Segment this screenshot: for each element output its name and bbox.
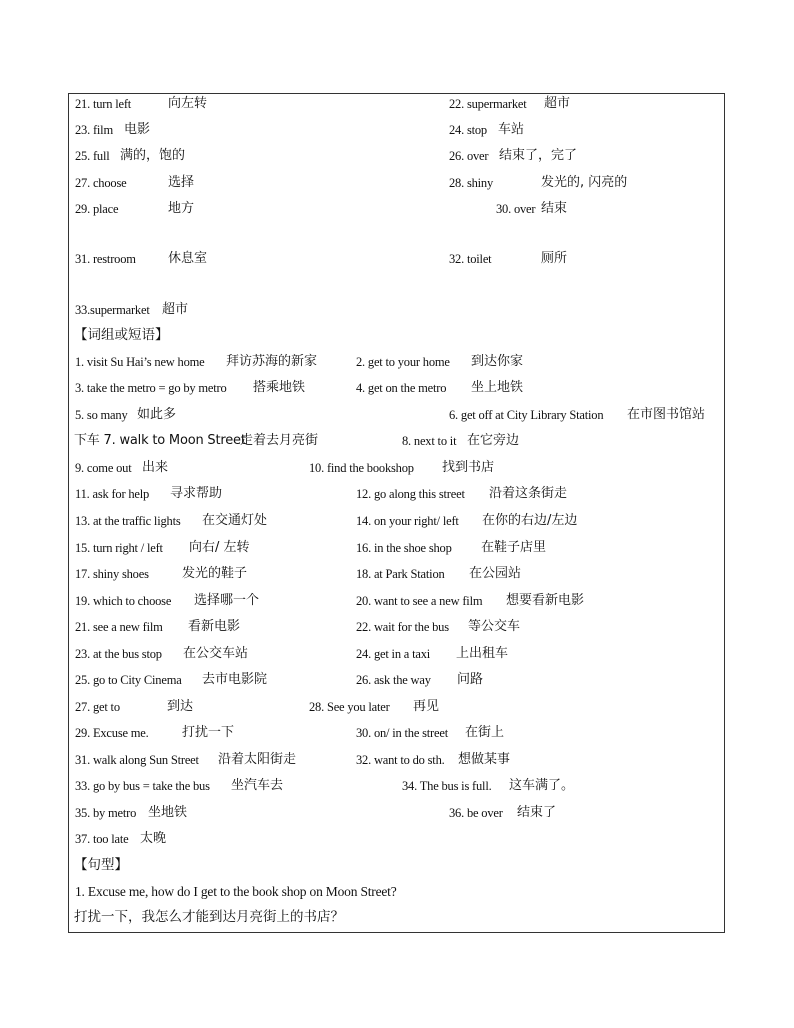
word-29-en: 29. place	[75, 202, 119, 216]
phrase-19-zh: 选择哪一个	[194, 593, 260, 608]
phrase-15-en: 15. turn right / left	[75, 541, 163, 555]
phrase-34-zh: 这车满了。	[509, 778, 575, 793]
phrase-24-zh: 上出租车	[456, 646, 509, 661]
phrase-37-zh: 太晚	[140, 831, 167, 846]
phrase-8-zh: 在它旁边	[467, 433, 520, 448]
phrase-4-zh: 坐上地铁	[471, 380, 524, 395]
word-26-en: 26. over	[449, 149, 489, 163]
phrase-22-zh: 等公交车	[468, 619, 521, 634]
word-24-zh: 车站	[498, 122, 525, 137]
phrase-10-zh: 找到书店	[442, 460, 495, 475]
phrase-9-zh: 出来	[142, 460, 169, 475]
phrase-34-en: 34. The bus is full.	[402, 779, 492, 793]
phrase-15-zh: 向右/ 左转	[189, 540, 250, 555]
word-33-zh: 超市	[162, 302, 189, 317]
phrase-26-zh: 问路	[457, 672, 484, 687]
phrase-18-en: 18. at Park Station	[356, 567, 445, 581]
phrase-24-en: 24. get in a taxi	[356, 647, 431, 661]
phrase-36-en: 36. be over	[449, 806, 503, 820]
phrase-27-en: 27. get to	[75, 700, 120, 714]
phrase-35-en: 35. by metro	[75, 806, 137, 820]
phrase-30-en: 30. on/ in the street	[356, 726, 448, 740]
phrase-9-en: 9. come out	[75, 461, 132, 475]
phrase-33-en: 33. go by bus = take the bus	[75, 779, 210, 793]
phrase-28-en: 28. See you later	[309, 700, 390, 714]
phrase-13-en: 13. at the traffic lights	[75, 514, 181, 528]
word-21-zh: 向左转	[168, 96, 208, 111]
phrase-12-zh: 沿着这条街走	[489, 486, 568, 501]
word-25-en: 25. full	[75, 149, 110, 163]
word-27-zh: 选择	[168, 175, 195, 190]
phrase-13-zh: 在交通灯处	[202, 513, 268, 528]
phrase-23-en: 23. at the bus stop	[75, 647, 162, 661]
phrase-35-zh: 坐地铁	[148, 805, 188, 820]
phrase-17-en: 17. shiny shoes	[75, 567, 149, 581]
word-31-zh: 休息室	[168, 251, 208, 266]
phrase-4-en: 4. get on the metro	[356, 381, 447, 395]
phrase-21-zh: 看新电影	[188, 619, 241, 634]
phrase-20-en: 20. want to see a new film	[356, 594, 483, 608]
word-30-zh: 结束	[541, 201, 568, 216]
word-32-zh: 厕所	[541, 251, 568, 266]
phrase-14-en: 14. on your right/ left	[356, 514, 459, 528]
phrase-3-en: 3. take the metro = go by metro	[75, 381, 227, 395]
word-25-zh: 满的，饱的	[120, 148, 186, 163]
phrase-26-en: 26. ask the way	[356, 673, 431, 687]
phrase-28-zh: 再见	[413, 699, 440, 714]
word-21-en: 21. turn left	[75, 97, 132, 111]
phrase-17-zh: 发光的鞋子	[182, 566, 248, 581]
phrase-5-zh: 如此多	[137, 407, 177, 422]
phrase-22-en: 22. wait for the bus	[356, 620, 449, 634]
word-22-zh: 超市	[544, 96, 571, 111]
word-24-en: 24. stop	[449, 123, 487, 137]
word-29-zh: 地方	[168, 201, 195, 216]
phrase-32-en: 32. want to do sth.	[356, 753, 445, 767]
word-33-en: 33.supermarket	[75, 303, 150, 317]
phrase-12-en: 12. go along this street	[356, 487, 465, 501]
sentence-1-en: 1. Excuse me, how do I get to the book shop on Moon Street?	[75, 884, 397, 899]
word-23-en: 23. film	[75, 123, 113, 137]
phrase-27-zh: 到达	[167, 699, 194, 714]
word-30-en: 30. over	[496, 202, 536, 216]
phrase-29-zh: 打扰一下	[182, 725, 235, 740]
phrase-6-zh: 在市图书馆站	[627, 407, 706, 422]
phrase-2-zh: 到达你家	[471, 354, 524, 369]
phrase-16-zh: 在鞋子店里	[481, 540, 547, 555]
word-28-zh: 发光的, 闪亮的	[541, 175, 628, 190]
phrase-23-zh: 在公交车站	[183, 646, 249, 661]
word-26-zh: 结束了，完了	[499, 148, 578, 163]
phrase-1-en: 1. visit Su Hai’s new home	[75, 355, 205, 369]
phrase-20-zh: 想要看新电影	[506, 593, 585, 608]
phrase-30-zh: 在街上	[465, 725, 505, 740]
phrase-3-zh: 搭乘地铁	[253, 380, 306, 395]
word-28-en: 28. shiny	[449, 176, 494, 190]
phrase-14-zh: 在你的右边/左边	[482, 513, 578, 528]
phrase-16-en: 16. in the shoe shop	[356, 541, 452, 555]
phrase-31-zh: 沿着太阳街走	[218, 752, 297, 767]
phrase-29-en: 29. Excuse me.	[75, 726, 149, 740]
phrase-21-en: 21. see a new film	[75, 620, 163, 634]
word-23-zh: 电影	[124, 122, 151, 137]
word-27-en: 27. choose	[75, 176, 127, 190]
sentence-1-zh: 打扰一下，我怎么才能到达月亮街上的书店？	[74, 909, 344, 925]
phrase-25-en: 25. go to City Cinema	[75, 673, 182, 687]
phrase-1-zh: 拜访苏海的新家	[226, 354, 318, 369]
phrase-7-en: 下车 7. walk to Moon Street	[74, 433, 246, 448]
phrase-31-en: 31. walk along Sun Street	[75, 753, 199, 767]
phrase-11-en: 11. ask for help	[75, 487, 150, 501]
phrase-18-zh: 在公园站	[469, 566, 522, 581]
phrase-2-en: 2. get to your home	[356, 355, 450, 369]
phrase-11-zh: 寻求帮助	[170, 486, 223, 501]
phrase-7-zh: 走着去月亮街	[240, 433, 319, 448]
phrase-36-zh: 结束了	[517, 805, 557, 820]
phrase-19-en: 19. which to choose	[75, 594, 172, 608]
word-32-en: 32. toilet	[449, 252, 492, 266]
phrase-25-zh: 去市电影院	[202, 672, 268, 687]
phrase-8-en: 8. next to it	[402, 434, 457, 448]
word-22-en: 22. supermarket	[449, 97, 527, 111]
phrase-6-en: 6. get off at City Library Station	[449, 408, 604, 422]
phrase-10-en: 10. find the bookshop	[309, 461, 414, 475]
phrase-5-en: 5. so many	[75, 408, 128, 422]
phrase-37-en: 37. too late	[75, 832, 129, 846]
phrase-33-zh: 坐汽车去	[231, 778, 284, 793]
word-31-en: 31. restroom	[75, 252, 136, 266]
phrase-32-zh: 想做某事	[458, 752, 511, 767]
phrases-heading: 【词组或短语】	[74, 327, 169, 343]
sentences-heading: 【句型】	[74, 857, 128, 873]
